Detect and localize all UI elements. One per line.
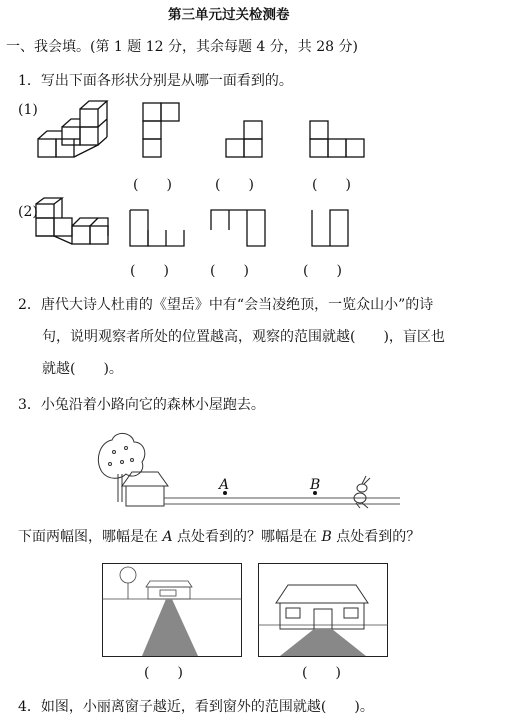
answer-blank[interactable]: ( ) — [312, 177, 351, 193]
answer-blank[interactable]: ( ) — [215, 177, 254, 193]
q2-line3: 就越( )。 — [42, 361, 123, 377]
q3-question: 下面两幅图，哪幅是在 A 点处看到的？哪幅是在 B 点处看到的？ — [18, 529, 421, 545]
rabbit-icon — [354, 476, 370, 508]
view-2c — [310, 208, 354, 250]
view-2b — [209, 208, 271, 250]
view-1b — [224, 117, 268, 163]
q1-stem: 1．写出下面各形状分别是从哪一面看到的。 — [18, 73, 293, 89]
cube-solid-2 — [30, 196, 110, 254]
answer-blank[interactable]: ( ) — [130, 263, 169, 279]
answer-blank[interactable]: ( ) — [144, 665, 183, 681]
view-2a — [128, 208, 190, 250]
view-picture-1 — [102, 563, 242, 657]
page-title: 第三单元过关检测卷 — [168, 7, 290, 23]
view-picture-2 — [258, 563, 388, 657]
tree-icon — [98, 433, 144, 502]
answer-blank[interactable]: ( ) — [133, 177, 172, 193]
point-a-label: A — [219, 477, 230, 493]
view-1c — [308, 117, 372, 163]
q2-line1: 2．唐代大诗人杜甫的《望岳》中有“会当凌绝顶，一览众山小”的诗 — [18, 297, 434, 313]
answer-blank[interactable]: ( ) — [303, 263, 342, 279]
path-scene — [92, 430, 402, 512]
q4-text: 4．如图，小丽离窗子越近，看到窗外的范围就越( )。 — [18, 699, 374, 715]
point-b-label: B — [310, 477, 321, 493]
cube-solid-1 — [34, 99, 109, 163]
q2-line2: 句，说明观察者所处的位置越高，观察的范围就越( )，盲区也 — [42, 329, 445, 345]
q1-part1-label: (1) — [18, 102, 38, 118]
answer-blank[interactable]: ( ) — [302, 665, 341, 681]
house-icon — [122, 472, 168, 506]
section-heading: 一、我会填。(第 1 题 12 分，其余每题 4 分，共 28 分) — [6, 39, 358, 55]
answer-blank[interactable]: ( ) — [210, 263, 249, 279]
q3-stem: 3．小兔沿着小路向它的森林小屋跑去。 — [18, 397, 265, 413]
q1-part2-label: (2) — [18, 204, 38, 220]
view-1a — [141, 101, 185, 161]
